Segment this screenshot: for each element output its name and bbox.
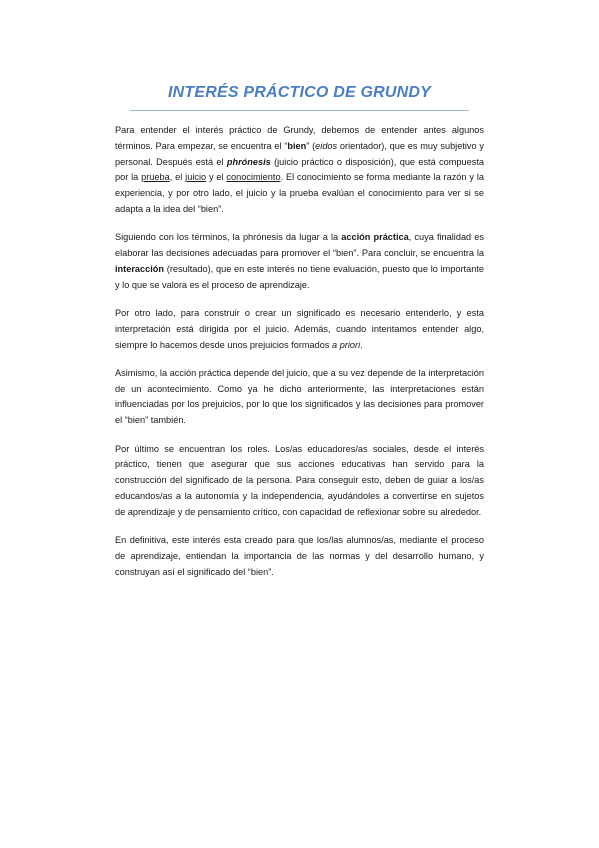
paragraph-4: Asimismo, la acción práctica depende del juicio, que a su vez depende de la interpretación de un acontecimiento. Como ya he dicho anteriormente, las interpretaciones están influenciadas por los prejuicios, por lo que los significados y las decisiones para promover el “bien” también. bbox=[115, 367, 484, 426]
text-run: , cuya finalidad es elaborar las decisiones adecuadas para promover el “bien”. Para concluir, se encuentra la bbox=[115, 232, 484, 259]
text-run: . El conocimiento se forma mediante la razón y la experiencia, y por otro lado, el juicio y la prueba evalúan el conocimiento para ver si se adapta a la idea del “bien”. bbox=[115, 172, 484, 214]
title-underline-divider bbox=[130, 110, 469, 111]
text-run: y el bbox=[206, 172, 227, 183]
term-bien: bien bbox=[287, 140, 307, 151]
text-run: Siguiendo con los términos, la phrónesis da lugar a la bbox=[115, 232, 342, 243]
paragraph-1 bbox=[115, 123, 484, 218]
term-conocimiento: conocimiento bbox=[226, 172, 281, 183]
text-run: Para entender el interés práctico de Grundy, debemos de entender antes algunos términos. Para empezar, se encuentra el “ bbox=[115, 125, 484, 151]
text-run: ” ( bbox=[306, 140, 316, 151]
term-interaccion: interacción bbox=[115, 263, 165, 274]
text-run: Por otro lado, para construir o crear un significado es necesario entenderlo, y esta interpretación está dirigida por el juicio. Además, cuando intentamos entender algo, siempre lo hacemos desde unos prejuicios formados bbox=[115, 307, 484, 350]
term-accion-practica: acción práctica bbox=[341, 232, 409, 243]
paragraph-3 bbox=[115, 306, 484, 353]
text-run: . bbox=[360, 339, 363, 350]
term-eidos: eidos bbox=[315, 140, 338, 151]
page-title: INTERÉS PRÁCTICO DE GRUNDY bbox=[168, 84, 431, 101]
paragraph-5: Por último se encuentran los roles. Los/as educadores/as sociales, desde el interés práctico, tienen que asegurar que sus acciones educativas han servido para la construcción del significado de la persona. Para conseguir esto, deben de guiar a los/as educandos/as a la autonomía y la independencia, ayudándoles a convertirse en sujetos de aprendizaje y de pensamiento crítico, con capacidad de reflexionar sobre su alrededor. bbox=[115, 443, 484, 517]
text-run: , el bbox=[169, 172, 186, 183]
term-phronesis: phrónesis bbox=[226, 156, 271, 167]
paragraph-6: En definitiva, este interés esta creado para que los/las alumnos/as, mediante el proceso de aprendizaje, entiendan la importancia de las normas y del desarrollo humano, y construyan así el significado del “bien”. bbox=[115, 535, 484, 577]
paragraph-2 bbox=[115, 230, 484, 293]
document-body bbox=[115, 123, 484, 593]
text-run: orientador), que es muy subjetivo y personal. Después está el bbox=[115, 140, 484, 167]
term-juicio: juicio bbox=[185, 172, 207, 183]
term-prueba: prueba bbox=[141, 172, 170, 183]
text-run: (resultado), que en este interés no tiene evaluación, puesto que lo importante y lo que se valora es el proceso de aprendizaje. bbox=[115, 263, 484, 290]
text-run: (juicio práctico o disposición), que está compuesta por la bbox=[115, 156, 484, 183]
term-a-priori: a priori bbox=[332, 339, 361, 350]
